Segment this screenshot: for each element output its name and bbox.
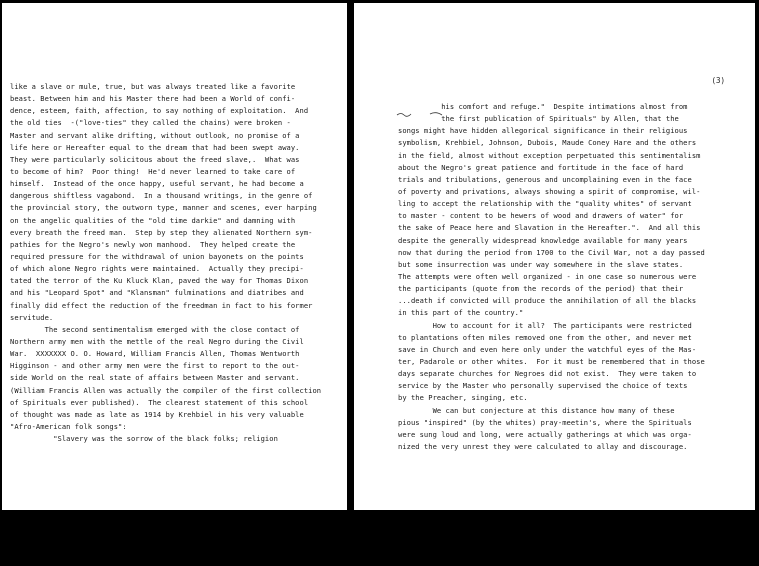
text-line: pious "inspired" (by the whites) pray-meetin's, where the Spirituals	[398, 417, 692, 427]
text-line: The second sentimentalism emerged with the close contact of	[10, 324, 300, 334]
text-line: The attempts were often well organized - in one case so numerous were	[398, 271, 697, 281]
text-line: the sake of Peace here and Slavation in the Hereafter.". And all this	[398, 223, 701, 233]
text-line: trials and tribulations, generous and uncomplaining even in the face	[398, 174, 692, 184]
text-line: every breath the freed man. Step by step they alienated Northern sym-	[10, 227, 313, 237]
text-line: about the Negro's great patience and fortitude in the face of hard	[398, 162, 684, 172]
right-page-text	[398, 101, 705, 453]
text-line: Higginson - and other army men were the first to report to the out-	[10, 361, 300, 371]
text-line: of Spirituals ever published). The clearest statement of this school	[10, 397, 309, 407]
text-line: nized the very unrest they were calculated to allay and discourage.	[398, 441, 688, 451]
text-line: of poverty and privations, always showing a spirit of compromise, wil-	[398, 186, 701, 196]
text-line: servitude.	[10, 312, 54, 322]
text-line: "Slavery was the sorrow of the black folks; religion	[10, 434, 278, 444]
text-line: life here or Hereafter equal to the dream that had been swept away.	[10, 142, 300, 152]
right-page	[354, 3, 755, 510]
text-line: to become of him? Poor thing! He'd never learned to take care of	[10, 166, 296, 176]
text-line: in the field, almost without exception perpetuated this sentimentalism	[398, 150, 701, 160]
text-line: ...death if convicted will produce the annihilation of all the blacks	[398, 296, 697, 306]
text-line: How to account for it all? The participants were restricted	[398, 320, 692, 330]
text-line: to plantations often miles removed one from the other, and never met	[398, 332, 692, 342]
text-line: Master and servant alike drifting, without outlook, no promise of a	[10, 130, 300, 140]
text-line: symbolism, Krehbiel, Johnson, Dubois, Maude Coney Hare and the others	[398, 138, 697, 148]
text-line: beast. Between him and his Master there had been a World of confi-	[10, 94, 296, 104]
text-line: by the Preacher, singing, etc.	[398, 393, 528, 403]
text-line: dence, esteem, faith, affection, to say nothing of exploitation. And	[10, 106, 309, 116]
text-line: and his "Leopard Spot" and "Klansman" fulminations and diatribes and	[10, 288, 304, 298]
left-page	[2, 3, 347, 510]
text-line: the participants (quote from the records of the period) that their	[398, 284, 684, 294]
text-line: They were particularly solicitous about the freed slave,. What was	[10, 154, 300, 164]
text-line: in this part of the country."	[398, 308, 524, 318]
text-line: ter, Padarole or other whites. For it must be remembered that in those	[398, 356, 705, 366]
text-line: dangerous shiftless vagabond. In a thousand writings, in the genre of	[10, 191, 313, 201]
text-line: ling to accept the relationship with the "quality whites" of servant	[398, 199, 692, 209]
left-page-text	[10, 81, 321, 445]
text-line: the provincial story, the outworn type, manner and scenes, ever harping	[10, 203, 317, 213]
text-line: Northern army men with the mettle of the real Negro during the Civil	[10, 336, 304, 346]
text-line: "Afro-American folk songs":	[10, 421, 127, 431]
text-line: of which alone Negro rights were maintained. Actually they precipi-	[10, 264, 304, 274]
text-line: save in Church and even here only under the watchful eyes of the Mas-	[398, 344, 697, 354]
text-line: the old ties -("love-ties" they called the chains) were broken -	[10, 118, 291, 128]
text-line: the first publication of Spirituals" by Allen, that the	[398, 114, 679, 124]
text-line: required pressure for the withdrawal of union bayonets on the points	[10, 251, 304, 261]
text-line: War. XXXXXXX O. O. Howard, William Francis Allen, Thomas Wentworth	[10, 349, 300, 359]
text-line: pathies for the Negro's newly won manhood. They helped create the	[10, 239, 296, 249]
text-line: himself. Instead of the once happy, useful servant, he had become a	[10, 179, 304, 189]
text-line: side World on the real state of affairs between Master and servant.	[10, 373, 300, 383]
text-line: of thought was made as late as 1914 by Krehbiel in his very valuable	[10, 409, 304, 419]
text-line: We can but conjecture at this distance how many of these	[398, 405, 675, 415]
text-line: despite the generally widespread knowledge available for many years	[398, 235, 688, 245]
page-number: (3)	[711, 76, 725, 85]
text-line: (William Francis Allen was actually the compiler of the first collection	[10, 385, 322, 395]
text-line: days separate churches for Negroes did not exist. They were taken to	[398, 369, 697, 379]
text-line: songs might have hidden allegorical significance in their religious	[398, 126, 688, 136]
text-line: were sung loud and long, were actually gatherings at which was orga-	[398, 429, 692, 439]
text-line: but some insurrection was under way somewhere in the slave states.	[398, 259, 684, 269]
text-line: like a slave or mule, true, but was always treated like a favorite	[10, 82, 296, 91]
text-line: now that during the period from 1700 to the Civil War, not a day passed	[398, 247, 705, 257]
page-gutter	[347, 0, 354, 566]
text-line: service by the Master who personally supervised the choice of texts	[398, 381, 688, 391]
text-line: on the angelic qualities of the "old time darkie" and damning with	[10, 215, 296, 225]
text-line: his comfort and refuge." Despite intimations almost from	[398, 102, 688, 111]
text-line: finally did effect the reduction of the freedman in fact to his former	[10, 300, 313, 310]
text-line: tated the terror of the Ku Kluck Klan, paved the way for Thomas Dixon	[10, 276, 309, 286]
text-line: to master - content to be hewers of wood and drawers of water" for	[398, 211, 684, 221]
